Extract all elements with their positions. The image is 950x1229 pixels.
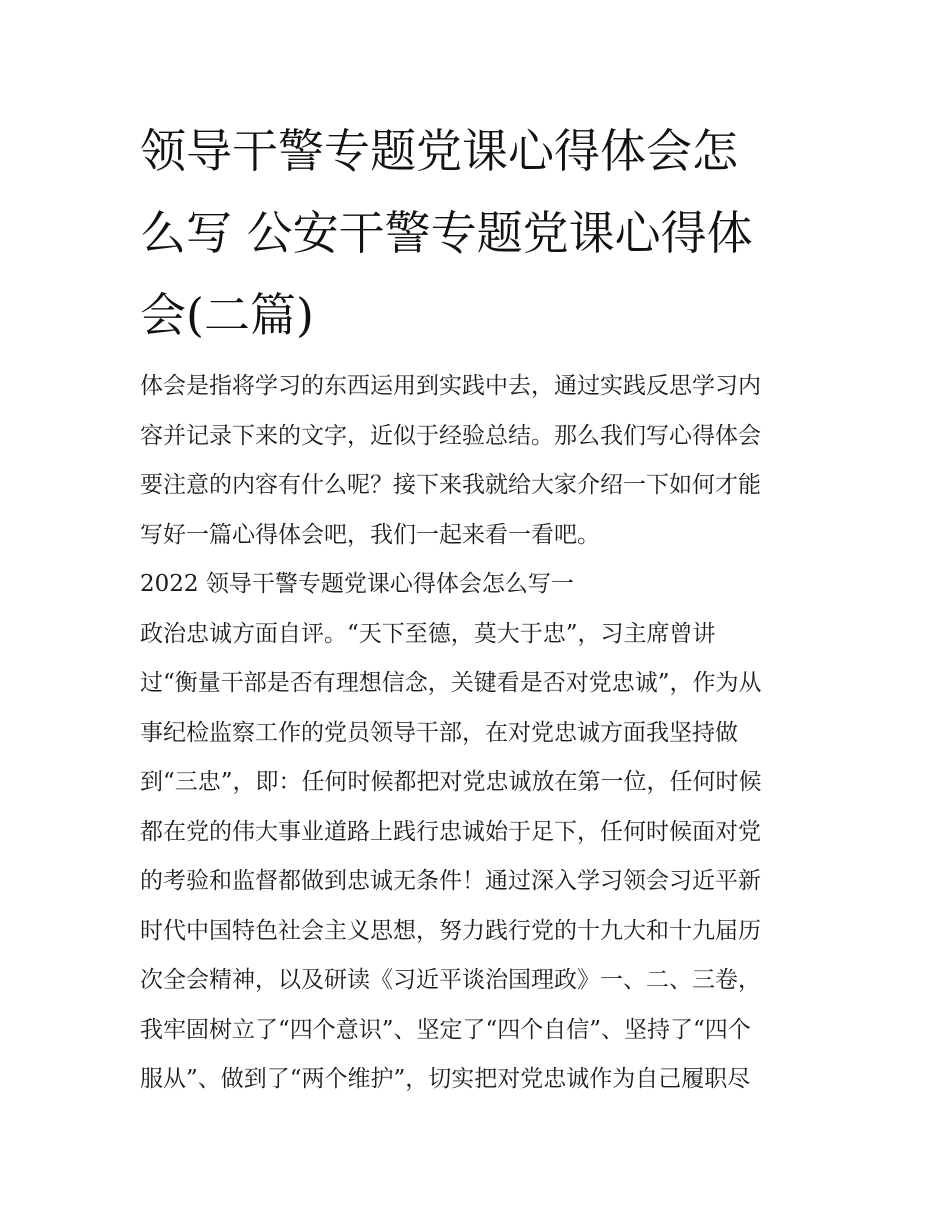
title-line: 么写 公安干警专题党课心得体 xyxy=(140,206,753,260)
body-line: 都在党的伟大事业道路上践行忠诚始于足下，任何时候面对党 xyxy=(140,818,761,845)
intro-line: 体会是指将学习的东西运用到实践中去，通过实践反思学习内 xyxy=(140,373,761,399)
body-line: 事纪检监察工作的党员领导干部，在对党忠诚方面我坚持做 xyxy=(140,719,738,746)
body-line: 服从”、做到了“两个维护”，切实把对党忠诚作为自己履职尽 xyxy=(140,1066,751,1092)
section-heading: 2022 领导干警专题党课心得体会怎么写一 xyxy=(140,571,574,597)
title-line: 领导干警专题党课心得体会怎 xyxy=(140,124,738,178)
body-paragraph xyxy=(140,610,820,1105)
intro-line: 写好一篇心得体会吧，我们一起来看一看吧。 xyxy=(140,521,600,548)
body-line: 次全会精神，以及研读《习近平谈治国理政》一、二、三卷， xyxy=(140,967,761,993)
body-line: 的考验和监督都做到忠诚无条件！通过深入学习领会习近平新 xyxy=(140,868,761,894)
body-line: 政治忠诚方面自评。“天下至德，莫大于忠”，习主席曾讲 xyxy=(140,620,716,647)
body-line: 过“衡量干部是否有理想信念，关键看是否对党忠诚”，作为从 xyxy=(140,670,762,696)
title-line: 会(二篇) xyxy=(140,288,314,342)
body-line: 我牢固树立了“四个意识”、坚定了“四个自信”、坚持了“四个 xyxy=(140,1016,751,1043)
document-page xyxy=(140,110,820,1105)
intro-paragraph xyxy=(140,362,820,560)
document-title xyxy=(140,110,820,356)
document-body xyxy=(140,362,820,1105)
intro-line: 容并记录下来的文字，近似于经验总结。那么我们写心得体会 xyxy=(140,422,761,449)
body-line: 到“三忠”，即：任何时候都把对党忠诚放在第一位，任何时候 xyxy=(140,769,762,795)
body-line: 时代中国特色社会主义思想，努力践行党的十九大和十九届历 xyxy=(140,917,761,944)
intro-line: 要注意的内容有什么呢？接下来我就给大家介绍一下如何才能 xyxy=(140,472,761,498)
